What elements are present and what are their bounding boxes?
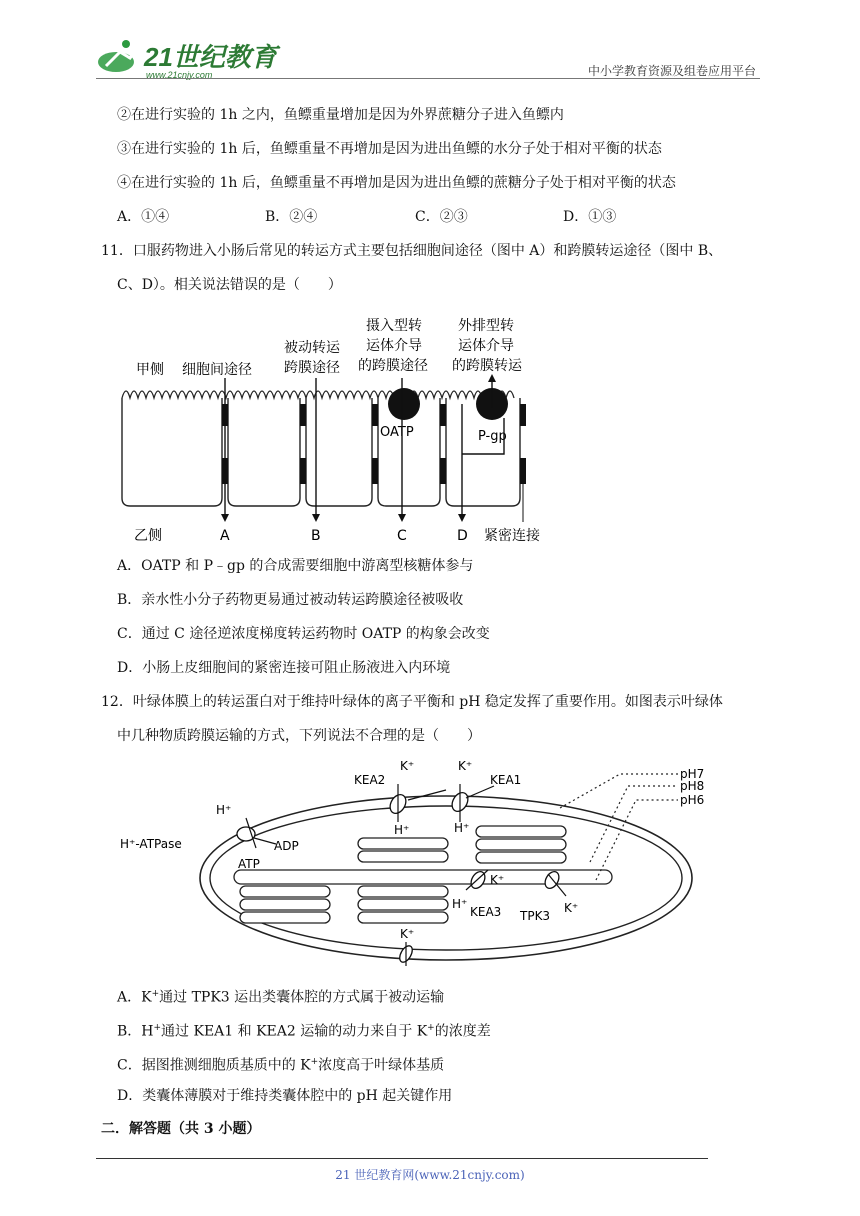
svg-text:KEA2: KEA2: [354, 773, 386, 787]
svg-text:H⁺: H⁺: [454, 821, 470, 835]
page-footer: 21 世纪教育网(www.21cnjy.com): [335, 1168, 525, 1182]
svg-text:C: C: [397, 528, 407, 544]
svg-text:跨膜途径: 跨膜途径: [284, 360, 340, 376]
svg-text:摄入型转: 摄入型转: [366, 318, 422, 334]
q10-statement-4: ④在进行实验的 1h 后，鱼鳔重量不再增加是因为进出鱼鳔的蔗糖分子处于相对平衡的状态: [117, 175, 676, 191]
q10-option-b: B．②④: [265, 209, 318, 225]
q12-stem-line2: 中几种物质跨膜运输的方式，下列说法不合理的是（ ）: [117, 728, 481, 744]
q12-option-c: C．据图推测细胞质基质中的 K+浓度高于叶绿体基质: [117, 1057, 445, 1074]
svg-text:H⁺: H⁺: [216, 803, 232, 817]
svg-text:KEA3: KEA3: [470, 905, 502, 919]
svg-text:pH7: pH7: [680, 767, 705, 781]
platform-name: 中小学教育资源及组卷应用平台: [587, 64, 756, 78]
svg-text:运体介导: 运体介导: [458, 338, 514, 354]
svg-text:被动转运: 被动转运: [284, 340, 340, 356]
q10-option-c: C．②③: [415, 209, 468, 225]
svg-text:乙侧: 乙侧: [134, 528, 162, 544]
svg-text:的跨膜途径: 的跨膜途径: [358, 358, 428, 374]
svg-text:运体介导: 运体介导: [366, 338, 422, 354]
svg-text:P-gp: P-gp: [478, 429, 507, 444]
svg-text:K⁺: K⁺: [400, 759, 415, 773]
q12-figure: [116, 756, 726, 980]
q10-option-d: D．①③: [563, 209, 617, 225]
svg-text:pH6: pH6: [680, 793, 705, 807]
section-heading: 二．解答题（共 3 小题）: [101, 1121, 261, 1137]
q12-option-b: B．H+通过 KEA1 和 KEA2 运输的动力来自于 K+的浓度差: [117, 1023, 491, 1040]
q11-figure: [118, 308, 558, 552]
svg-text:ADP: ADP: [274, 839, 299, 853]
svg-text:K⁺: K⁺: [490, 873, 505, 887]
q11-option-a: A．OATP 和 P﹣gp 的合成需要细胞中游离型核糖体参与: [117, 558, 474, 574]
svg-text:K⁺: K⁺: [400, 927, 415, 941]
svg-text:B: B: [311, 528, 321, 544]
svg-text:D: D: [457, 528, 468, 544]
q12-option-a: A．K+通过 TPK3 运出类囊体腔的方式属于被动运输: [117, 989, 445, 1006]
svg-text:外排型转: 外排型转: [458, 318, 514, 334]
svg-text:H⁺-ATPase: H⁺-ATPase: [120, 837, 182, 851]
svg-text:细胞间途径: 细胞间途径: [182, 362, 252, 378]
svg-text:甲侧: 甲侧: [136, 362, 164, 378]
q10-statement-3: ③在进行实验的 1h 后，鱼鳔重量不再增加是因为进出鱼鳔的水分子处于相对平衡的状态: [117, 141, 662, 157]
header-divider: [96, 78, 760, 79]
svg-text:K⁺: K⁺: [458, 759, 473, 773]
svg-text:紧密连接: 紧密连接: [484, 528, 540, 544]
svg-text:的跨膜转运: 的跨膜转运: [452, 358, 522, 374]
q10-options: [117, 208, 616, 226]
svg-text:A: A: [220, 528, 230, 544]
q11-option-d: D．小肠上皮细胞间的紧密连接可阻止肠液进入内环境: [117, 660, 451, 676]
svg-text:OATP: OATP: [380, 425, 414, 440]
svg-text:H⁺: H⁺: [452, 897, 468, 911]
svg-text:www.21cnjy.com: www.21cnjy.com: [146, 70, 213, 80]
svg-text:pH8: pH8: [680, 779, 705, 793]
q12-stem-line1: 12．叶绿体膜上的转运蛋白对于维持叶绿体的离子平衡和 pH 稳定发挥了重要作用。如图表示叶绿体: [101, 694, 723, 710]
q12-option-d: D．类囊体薄膜对于维持类囊体腔中的 pH 起关键作用: [117, 1088, 453, 1104]
svg-text:H⁺: H⁺: [394, 823, 410, 837]
q10-option-a: A．①④: [117, 209, 170, 225]
q11-option-c: C．通过 C 途径逆浓度梯度转运药物时 OATP 的构象会改变: [117, 626, 490, 642]
svg-text:KEA1: KEA1: [490, 773, 522, 787]
q11-stem-line2: C、D）。相关说法错误的是（ ）: [117, 277, 342, 293]
site-logo: [96, 36, 296, 80]
q10-statement-2: ②在进行实验的 1h 之内，鱼鳔重量增加是因为外界蔗糖分子进入鱼鳔内: [117, 107, 564, 123]
svg-text:ATP: ATP: [238, 857, 260, 871]
svg-text:TPK3: TPK3: [520, 909, 551, 923]
footer-divider: [96, 1158, 708, 1159]
page-header: [96, 30, 756, 78]
q11-option-b: B．亲水性小分子药物更易通过被动转运跨膜途径被吸收: [117, 592, 464, 608]
svg-text:21世纪教育: 21世纪教育: [144, 42, 277, 72]
svg-text:K⁺: K⁺: [564, 901, 579, 915]
q11-stem-line1: 11．口服药物进入小肠后常见的转运方式主要包括细胞间途径（图中 A）和跨膜转运途径（图中 B、: [101, 243, 723, 259]
